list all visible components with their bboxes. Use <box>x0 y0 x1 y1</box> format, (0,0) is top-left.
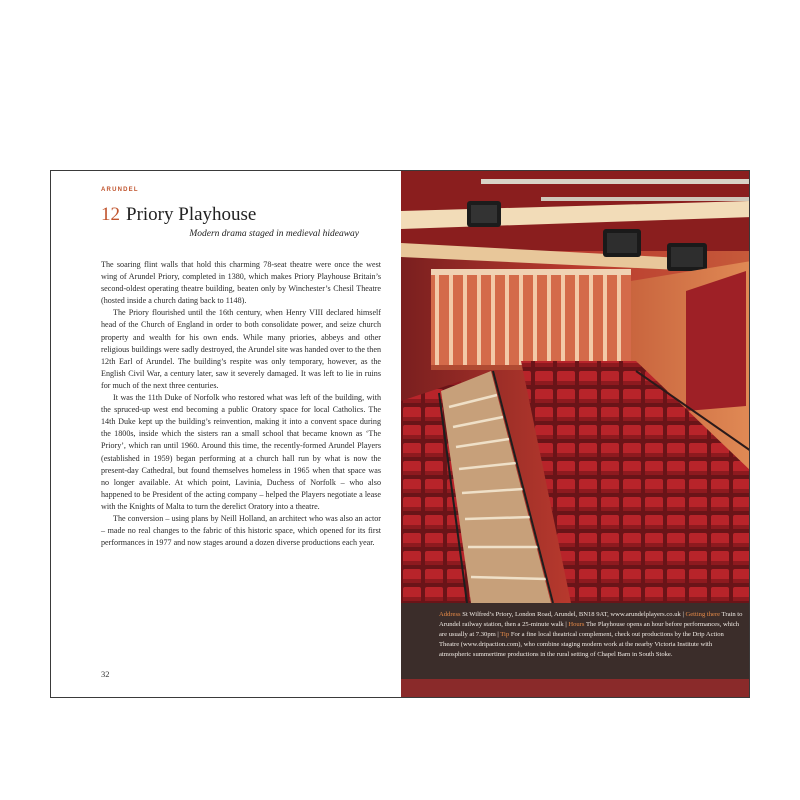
stage-light-icon <box>467 201 501 227</box>
right-page <box>401 171 750 697</box>
caption-getting-there-text: Train to Arundel railway station, then a 25-minute walk | <box>439 611 743 628</box>
running-head: ARUNDEL <box>101 187 139 193</box>
body-text <box>101 259 381 549</box>
body-paragraph: It was the 11th Duke of Norfolk who restored what was left of the building, with the spruced-up west end becoming a public Oratory space for local Catholics. The 14th Duke kept up the building’s reinvention, making it into a convent space during the 1800s, inside which the sisters ran a small school that became known as ‘The Priory’, which ran until 1960. Around this time, the recently-formed Arundel Players (established in 1959) began performing at a church hall run by what is now the present-day Cathedral, but found themselves homeless in 1965 when that space was no longer available. At which point, Lavinia, Duchess of Norfolk – who also happened to be President of the acting company – helped the Players negotiate a lease with the Knights of Malta to turn the derelict Oratory into a theatre. <box>101 393 381 511</box>
page-number: 32 <box>101 669 110 679</box>
chapter-number: 12 <box>101 204 120 225</box>
theatre-photo <box>401 171 750 603</box>
gallery-rail <box>431 269 631 275</box>
body-paragraph: The Priory flourished until the 16th century, when Henry VIII declared himself head of the Church of England in order to both consolidate power, and seize church property and wealth for his own ends. While many priories, abbeys and other religious buildings were sadly destroyed, the Arundel site was handed over to the then 12th Earl of Arundel. The building’s respite was only temporary, however, as the English Civil War, a century later, saw it severely damaged. It was left to lie in ruins for much of the next three centuries. <box>101 308 381 390</box>
body-paragraph: The conversion – using plans by Neill Holland, an architect who was also an actor – made no real changes to the fabric of this historic space, which opened for its first performances in 1977 and now stages around a dozen diverse productions each year. <box>101 513 381 548</box>
gallery-balustrade <box>431 269 631 369</box>
photo-caption <box>401 603 750 679</box>
caption-tip-label: Tip <box>500 631 510 638</box>
caption-hours-label: Hours <box>568 621 585 628</box>
caption-address-label: Address <box>439 611 461 618</box>
caption-tip-text: For a fine local theatrical complement, check out productions by the Drip Action Theatre (www.dripaction.com), who combine staging modern work at the nearby Victoria Institute with atmospheric summertime productions in the rural setting of Chapel Barn in South Stoke. <box>439 631 724 658</box>
caption-hours-text: The Playhouse opens an hour before performances, which are usually at 7.30pm | <box>439 621 740 638</box>
lighting-rig <box>481 179 750 184</box>
lighting-rig <box>541 197 750 201</box>
chapter-subtitle: Modern drama staged in medieval hideaway <box>189 229 359 239</box>
chapter-heading <box>101 204 256 226</box>
stage-light-icon <box>667 243 707 271</box>
chapter-title: Priory Playhouse <box>126 204 257 225</box>
photo-bottom-strip <box>401 679 750 697</box>
caption-address-text: St Wilfred’s Priory, London Road, Arundel, BN18 9AT, www.arundelplayers.co.uk | <box>460 611 686 618</box>
left-page <box>51 171 401 697</box>
body-paragraph: The soaring flint walls that hold this charming 78-seat theatre were once the west wing of Arundel Priory, completed in 1380, which makes Priory Playhouse Britain’s second-oldest operating theatre building, beaten only by Winchester’s Chesil Theatre (hosted inside a church dating back to 1148). <box>101 260 381 306</box>
book-spread <box>50 170 750 698</box>
red-curtain-panel <box>686 271 746 411</box>
stage-light-icon <box>603 229 641 257</box>
caption-getting-there-label: Getting there <box>685 611 721 618</box>
